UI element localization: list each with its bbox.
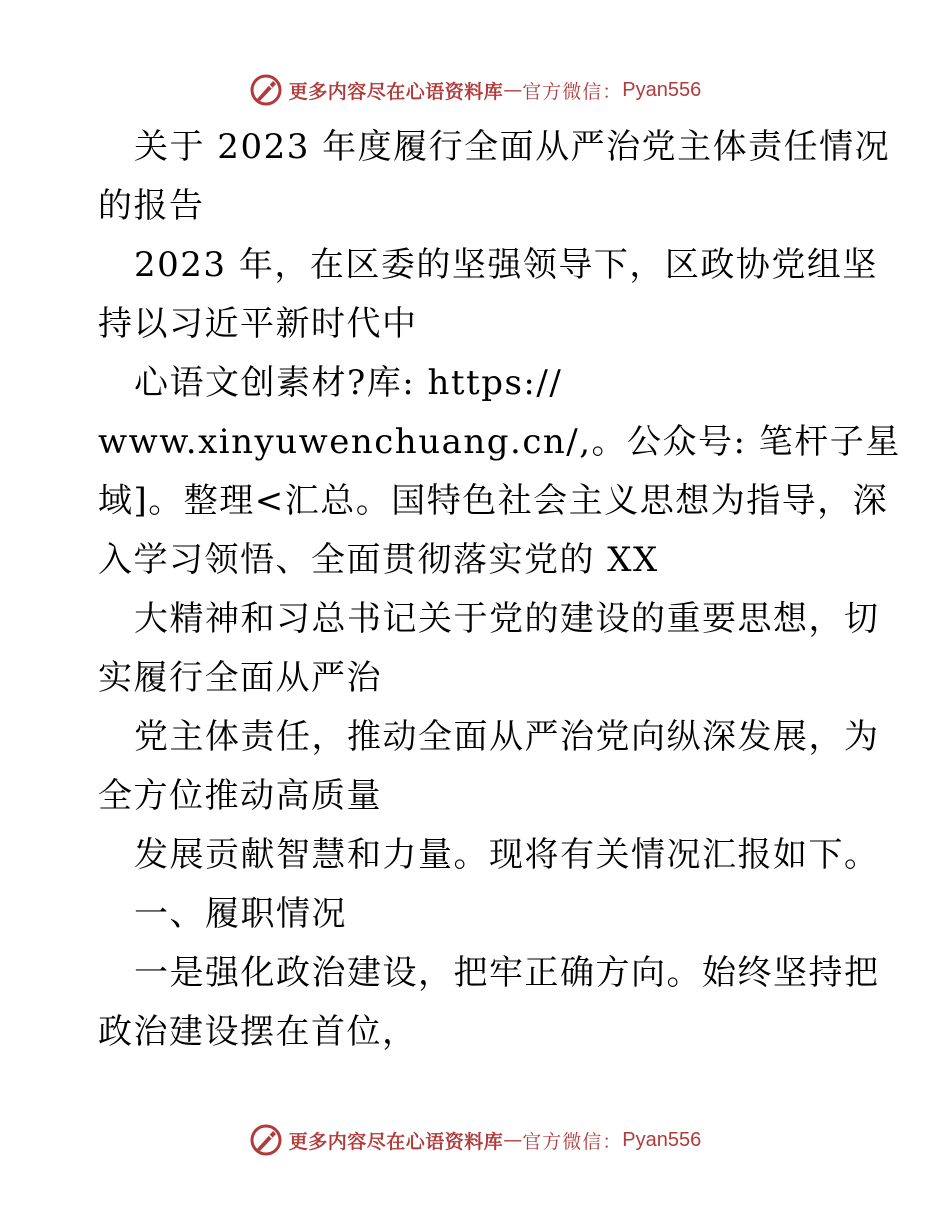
doc-line: 发展贡献智慧和力量。现将有关情况汇报如下。 [134, 835, 880, 875]
banner-account-id: Pyan556 [622, 1128, 702, 1151]
doc-line: 域]。整理<汇总。国特色社会主义思想为指导，深 [98, 481, 889, 521]
banner-brand: 更多内容尽在心语资料库 [288, 1130, 504, 1153]
quill-logo-icon [249, 1123, 283, 1157]
document-body [98, 118, 901, 1062]
banner-dash: — [503, 79, 523, 101]
banner-dash: — [503, 1129, 523, 1151]
doc-line: 实履行全面从严治 [98, 658, 382, 698]
doc-line: 党主体责任，推动全面从严治党向纵深发展，为 [134, 717, 880, 757]
doc-line: 关于 2023 年度履行全面从严治党主体责任情况 [134, 127, 891, 167]
doc-line: 心语文创素材?库: https:// [134, 363, 563, 403]
doc-line: 全方位推动高质量 [98, 776, 382, 816]
banner-official-label: 官方微信： [522, 80, 623, 103]
doc-line: 政治建设摆在首位， [98, 1012, 418, 1052]
doc-line: 2023 年，在区委的坚强领导下，区政协党组坚 [134, 245, 878, 285]
doc-line: 的报告 [98, 186, 205, 226]
doc-line: 一、履职情况 [134, 894, 347, 934]
doc-line: 持以习近平新时代中 [98, 304, 418, 344]
doc-line: 入学习领悟、全面贯彻落实党的 XX [98, 540, 659, 580]
doc-line: 大精神和习总书记关于党的建设的重要思想，切 [134, 599, 880, 639]
banner-official-label: 官方微信： [522, 1130, 623, 1153]
banner-account-id: Pyan556 [622, 78, 702, 101]
doc-line: 一是强化政治建设，把牢正确方向。始终坚持把 [134, 953, 880, 993]
banner-brand: 更多内容尽在心语资料库 [288, 80, 504, 103]
quill-logo-icon [249, 73, 283, 107]
footer-banner [0, 1120, 950, 1160]
doc-line: www.xinyuwenchuang.cn/,。公众号: 笔杆子星 [98, 422, 901, 462]
header-banner [0, 70, 950, 110]
